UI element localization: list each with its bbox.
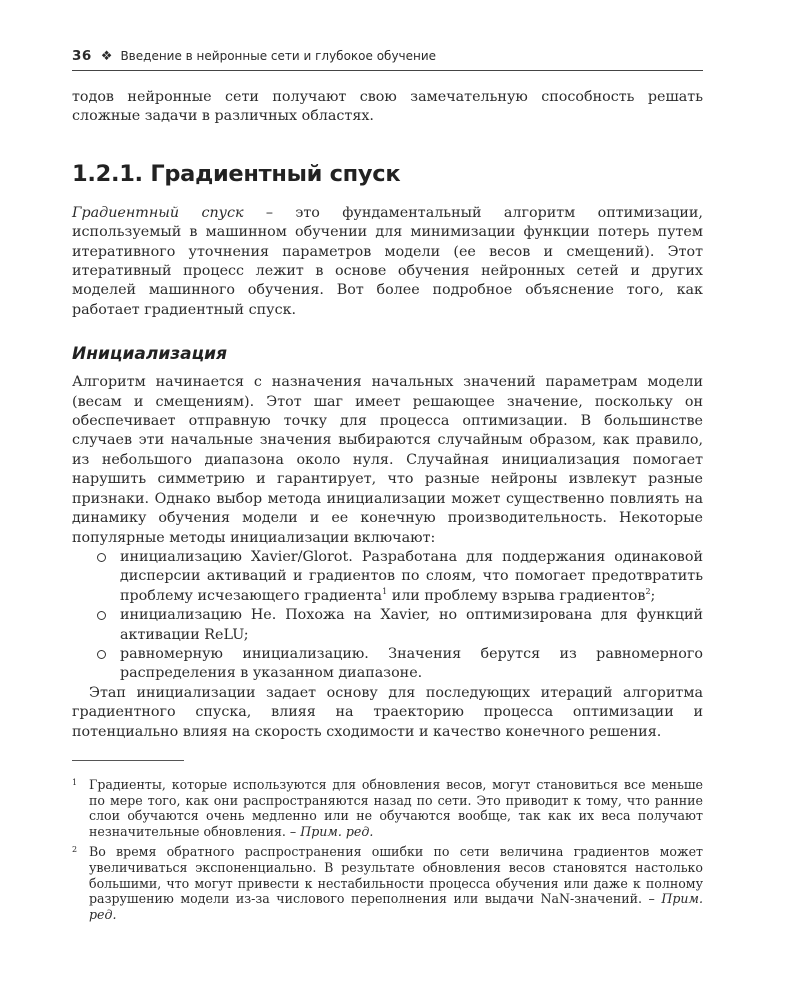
footnote-divider	[72, 760, 184, 761]
subsection-heading: Инициализация	[72, 344, 228, 365]
editor-note: Прим. ред.	[89, 891, 703, 922]
closing-paragraph: Этап инициализации задает основу для последующих итераций алгоритма градиентного спуска, влияя на траекторию процесса оптимизации и потенциально влияя на скорость сходимости и качество конечного решения.	[72, 684, 703, 740]
section-heading: 1.2.1. Градиентный спуск	[72, 160, 401, 187]
circle-bullet-icon	[97, 650, 106, 659]
list-item: инициализацию He. Похожа на Xavier, но оптимизирована для функций активации ReLU;	[72, 606, 703, 645]
definition-term: Градиентный спуск	[72, 204, 244, 221]
page-number: 36	[72, 48, 92, 64]
list-item: равномерную инициализацию. Значения берутся из равномерного распределения в указанном диапазоне.	[72, 645, 703, 684]
footnote-number: 2	[72, 845, 78, 855]
init-methods-list	[72, 548, 703, 684]
running-header	[72, 44, 703, 71]
editor-note: Прим. ред.	[300, 823, 374, 839]
circle-bullet-icon	[97, 553, 106, 562]
running-title: Введение в нейронные сети и глубокое обучение	[120, 49, 437, 63]
footnote-ref-2[interactable]: 2	[645, 586, 651, 596]
footnote: 1 Градиенты, которые используются для обновления весов, могут становиться все меньше по мере того, как они распространяются назад по сети. Это приводит к тому, что ранние слои обучаются очень медленно или не обучаются вообще, так как их веса получают незначительные обновления. – Прим. ред.	[72, 776, 703, 839]
intro-paragraph: тодов нейронные сети получают свою замечательную способность решать сложные задачи в различных областях.	[72, 89, 703, 125]
footnote-ref-1[interactable]: 1	[382, 586, 388, 596]
definition-text: – это фундаментальный алгоритм оптимизации, используемый в машинном обучении для минимизации функции потерь путем итеративного уточнения параметров модели (ее весов и смещений). Этот итеративный процесс лежит в основе обучения нейронных сетей и других моделей машинного обучения. Вот более подробное объяснение того, как работает градиентный спуск.	[72, 204, 703, 318]
circle-bullet-icon	[97, 611, 106, 620]
book-page	[72, 44, 703, 927]
footnote-number: 1	[72, 777, 78, 787]
definition-paragraph	[72, 204, 703, 320]
initialization-paragraph: Алгоритм начинается с назначения начальных значений параметрам модели (весам и смещениям). Этот шаг имеет решающее значение, поскольку он обеспечивает отправную точку для процесса оптимизации. В большинстве случаев эти начальные значения выбираются случайным образом, как правило, из небольшого диапазона около нуля. Случайная инициализация помогает нарушить симметрию и гарантирует, что разные нейроны извлекут разные признаки. Однако выбор метода инициализации может существенно повлиять на динамику обучения модели и ее конечную производительность. Некоторые популярные методы инициализации включают:	[72, 374, 703, 546]
footnote: 2 Во время обратного распространения ошибки по сети величина градиентов может увеличиваться экспоненциально. В результате обновления весов становятся настолько большими, что могут привести к нестабильности процесса обучения или даже к полному разрушению модели из-за числового переполнения или выдачи NaN-значений. – Прим. ред.	[72, 844, 703, 922]
diamond-separator-icon: ❖	[100, 48, 113, 64]
list-item: инициализацию Xavier/Glorot. Разработана для поддержания одинаковой дисперсии активаций и градиентов по слоям, что помогает предотвратить проблему исчезающего градиента$^1$ или проблему взрыва градиентов$^2$;	[72, 548, 703, 606]
